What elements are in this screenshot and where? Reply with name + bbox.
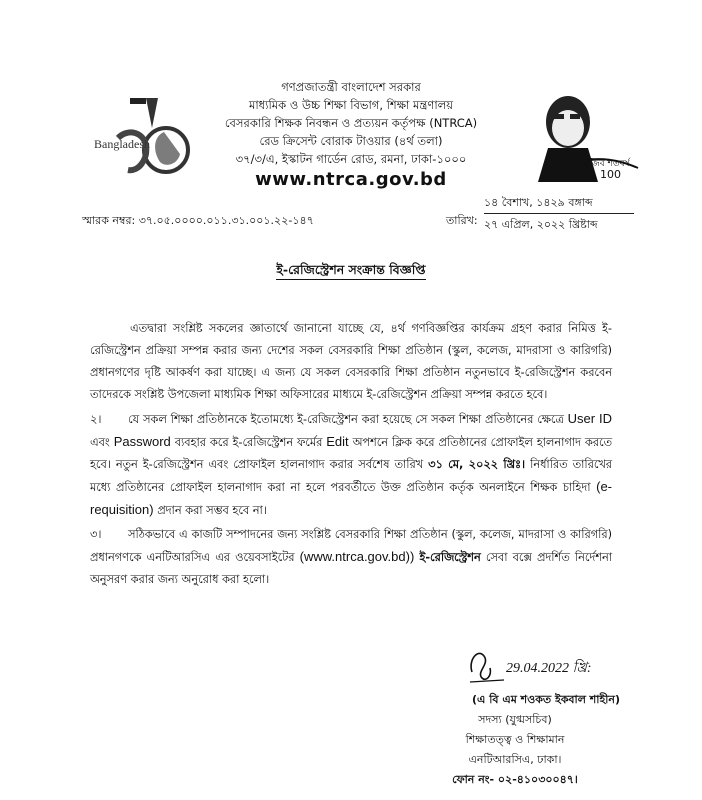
header-line-3: বেসরকারি শিক্ষক নিবন্ধন ও প্রত্যয়ন কর্তৃপক্ষ (NTRCA) [224,116,478,130]
p2-text-c: ব্যবহার করে ই-রেজিস্ট্রেশন ফর্মের [174,436,323,449]
p2-text-b: এবং [90,436,110,449]
p2-password: Password [113,434,171,449]
p3-text-a: সঠিকভাবে এ কাজটি সম্পাদনের জন্য সংশ্লিষ্ট বেসরকারি শিক্ষা প্রতিষ্ঠান (স্কুল, কলেজ, মাদরাসা ও কারিগরি) প্রধানগণকে এনটিআরসিএ এর ওয়েবসাইটের [90,528,612,564]
p3-ereg: ই-রেজিস্ট্রেশন [419,551,481,564]
p2-ereq: (e-requisition) [90,479,612,517]
signatory-phone: ফোন নং- ০২-৪১০৩০০৪৭। [452,773,578,786]
paragraph-2-number: ২। [90,413,102,426]
memo-number: স্মারক নম্বর: ৩৭.০৫.০০০০.০১১.৩১.০০১.২২-১৪৭ [82,214,314,227]
p2-edit: Edit [326,434,349,449]
signatory-name: (এ বি এম শওকত ইকবাল শাহীন) [472,693,620,706]
date-bangla: ১৪ বৈশাখ, ১৪২৯ বঙ্গাব্দ [484,195,634,214]
handwritten-signature [464,642,614,688]
p2-text-d: অপশনে ক্লিক করে প্রতিষ্ঠানের প্রোফাইল হালনাগাদ করতে হবে। নতুন ই-রেজিস্ট্রেশন এবং প্রোফাইল হালনাগাদ করার সর্বশেষ তারিখ [90,436,613,471]
p3-website: (www.ntrca.gov.bd)) [299,549,415,564]
letterhead [0,78,702,191]
subject-text: ই-রেজিস্ট্রেশন সংক্রান্ত বিজ্ঞপ্তি [276,262,425,280]
paragraph-1: এতদ্বারা সংশ্লিষ্ট সকলের জ্ঞাতার্থে জানানো যাচ্ছে যে, ৪র্থ গণবিজ্ঞপ্তির কার্যক্রম গ্রহণ করার নিমিত্ত ই-রেজিস্ট্রেশন প্রক্রিয়া সম্পন্ন করার জন্য দেশের সকল বেসরকারি শিক্ষা প্রতিষ্ঠান (স্কুল, কলেজ, মাদরাসা ও কারিগরি) প্রধানগণের দৃষ্টি আকর্ষণ করা যাচ্ছে। এ জন্য যে সকল বেসরকারি শিক্ষা প্রতিষ্ঠান নতুনভাবে ই-রেজিস্ট্রেশন করবেন তাদেরকে সংশ্লিষ্ট উপজেলা মাধ্যমিক শিক্ষা অফিসারের মাধ্যমে ই-রেজিস্ট্রেশন প্রক্রিয়া সম্পন্ন করতে হবে। [90,322,612,401]
signature-block [410,690,620,790]
date-box [484,195,634,233]
date-label: তারিখ: [446,214,478,227]
signatory-office: এনটিআরসিএ, ঢাকা। [468,753,562,766]
logo-left-text: Bangladesh [94,137,150,151]
logo-right-number: 100 [600,168,621,181]
signatory-designation: সদস্য (যুগ্মসচিব) [478,713,552,726]
header-website: www.ntrca.gov.bd [255,169,447,190]
header-line-4: রেড ক্রিসেন্ট বোরাক টাওয়ার (৪র্থ তলা) [259,134,443,148]
header-line-5: ৩৭/৩/এ, ইস্কাটন গার্ডেন রোড, রমনা, ঢাকা-১০০০ [235,152,467,166]
p2-text-a: যে সকল শিক্ষা প্রতিষ্ঠানকে ইতোমধ্যে ই-রেজিস্ট্রেশন করা হয়েছে সে সকল শিক্ষা প্রতিষ্ঠানের ক্ষেত্রে [128,413,564,426]
notice-subject [0,262,702,282]
p2-text-e: নির্ধারিত তারিখের মধ্যে প্রতিষ্ঠানের প্রোফাইল হালনাগাদ করা না হলে পরবর্তীতে উক্ত প্রতিষ্ঠান কর্তৃক অনলাইনে শিক্ষক চাহিদা [90,458,613,494]
header-line-1: গণপ্রজাতন্ত্রী বাংলাদেশ সরকার [281,80,421,94]
header-line-2: মাধ্যমিক ও উচ্চ শিক্ষা বিভাগ, শিক্ষা মন্ত্রণালয় [248,98,454,112]
p2-text-f: প্রদান করা সম্ভব হবে না। [157,504,267,517]
p3-text-b: সেবা বক্সে প্রদর্শিত নির্দেশনা অনুসরণ করার জন্য অনুরোধ করা হলো। [90,551,613,586]
paragraph-3-number: ৩। [90,528,102,541]
logo-right-text: মুজিব শতবর্ষ [584,159,630,169]
p2-deadline: ৩১ মে, ২০২২ খ্রিঃ। [428,458,526,471]
notice-body [90,318,612,593]
signatory-department: শিক্ষাতত্ত্ব ও শিক্ষামান [465,733,565,746]
signature-date: 29.04.2022 খ্রি: [506,661,592,676]
paragraph-2 [90,408,612,522]
p2-userid: User ID [567,411,612,426]
date-english: ২৭ এপ্রিল, ২০২২ খ্রিষ্টাব্দ [484,218,598,231]
paragraph-3 [90,524,612,591]
